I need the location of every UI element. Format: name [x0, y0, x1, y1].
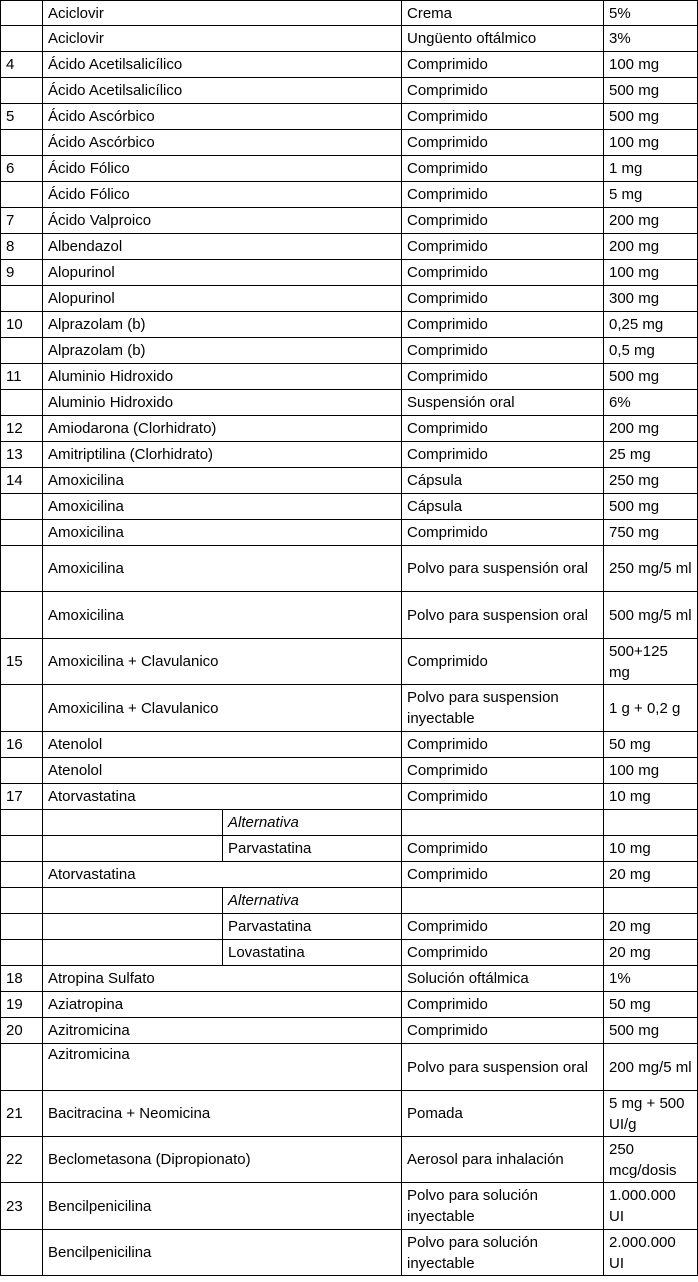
concentration: 10 mg: [604, 784, 698, 810]
item-number: [1, 546, 43, 592]
dosage-form: Suspensión oral: [402, 390, 604, 416]
drug-name: Ácido Acetilsalicílico: [43, 78, 402, 104]
drug-name: Atorvastatina: [43, 862, 402, 888]
drug-name: [43, 914, 223, 940]
dosage-form: Ungüento oftálmico: [402, 26, 604, 52]
concentration: 500 mg: [604, 78, 698, 104]
concentration: [604, 810, 698, 836]
table-row: [1, 639, 698, 685]
item-number: [1, 26, 43, 52]
concentration: 1 mg: [604, 156, 698, 182]
dosage-form: [402, 810, 604, 836]
item-number: [1, 390, 43, 416]
table-row: [1, 26, 698, 52]
item-number: [1, 78, 43, 104]
concentration: 250 mcg/dosis: [604, 1137, 698, 1183]
drug-name: Bencilpenicilina: [43, 1183, 402, 1230]
concentration: 300 mg: [604, 286, 698, 312]
item-number: [1, 914, 43, 940]
table-row: [1, 862, 698, 888]
item-number: 12: [1, 416, 43, 442]
table-row: [1, 966, 698, 992]
table-row: [1, 312, 698, 338]
item-number: 5: [1, 104, 43, 130]
drug-name: Alopurinol: [43, 286, 402, 312]
dosage-form: Cápsula: [402, 494, 604, 520]
drug-name: Alprazolam (b): [43, 338, 402, 364]
concentration: 250 mg/5 ml: [604, 546, 698, 592]
dosage-form: Aerosol para inhalación: [402, 1137, 604, 1183]
table-row: [1, 1, 698, 26]
item-number: 18: [1, 966, 43, 992]
concentration: 500 mg: [604, 364, 698, 390]
table-row: [1, 338, 698, 364]
dosage-form: Polvo para solución inyectable: [402, 1183, 604, 1230]
table-row: [1, 546, 698, 592]
item-number: 8: [1, 234, 43, 260]
concentration: 5 mg + 500 UI/g: [604, 1091, 698, 1137]
drug-name: Aziatropina: [43, 992, 402, 1018]
dosage-form: Polvo para suspension oral: [402, 592, 604, 639]
table-row: [1, 784, 698, 810]
item-number: 15: [1, 639, 43, 685]
table-row: [1, 914, 698, 940]
concentration: 0,25 mg: [604, 312, 698, 338]
dosage-form: Comprimido: [402, 836, 604, 862]
concentration: 20 mg: [604, 862, 698, 888]
drug-name: Amoxicilina: [43, 592, 402, 639]
item-number: [1, 758, 43, 784]
item-number: 4: [1, 52, 43, 78]
item-number: 19: [1, 992, 43, 1018]
drug-name: Beclometasona (Dipropionato): [43, 1137, 402, 1183]
dosage-form: Comprimido: [402, 260, 604, 286]
concentration: 500 mg: [604, 104, 698, 130]
table-row: [1, 364, 698, 390]
drug-name: Atenolol: [43, 732, 402, 758]
concentration: 200 mg: [604, 208, 698, 234]
table-row: [1, 836, 698, 862]
concentration: 1.000.000 UI: [604, 1183, 698, 1230]
dosage-form: Solución oftálmica: [402, 966, 604, 992]
dosage-form: Comprimido: [402, 914, 604, 940]
dosage-form: Comprimido: [402, 758, 604, 784]
drug-name: Amoxicilina: [43, 468, 402, 494]
dosage-form: Comprimido: [402, 862, 604, 888]
item-number: [1, 940, 43, 966]
drug-name: [43, 888, 223, 914]
drug-name: Aluminio Hidroxido: [43, 364, 402, 390]
drug-name: Atorvastatina: [43, 784, 402, 810]
table-row: [1, 286, 698, 312]
dosage-form: Comprimido: [402, 286, 604, 312]
alternative-drug: Parvastatina: [223, 914, 402, 940]
dosage-form: Comprimido: [402, 364, 604, 390]
item-number: [1, 338, 43, 364]
table-row: [1, 1183, 698, 1230]
table-row: [1, 104, 698, 130]
table-row: [1, 234, 698, 260]
dosage-form: Comprimido: [402, 442, 604, 468]
concentration: 6%: [604, 390, 698, 416]
table-row: [1, 888, 698, 914]
dosage-form: Comprimido: [402, 234, 604, 260]
drug-name: Ácido Fólico: [43, 182, 402, 208]
item-number: [1, 888, 43, 914]
concentration: [604, 888, 698, 914]
concentration: 500 mg: [604, 494, 698, 520]
drug-name: Amoxicilina: [43, 520, 402, 546]
item-number: [1, 1044, 43, 1091]
concentration: 20 mg: [604, 914, 698, 940]
dosage-form: Comprimido: [402, 182, 604, 208]
drug-name: Ácido Valproico: [43, 208, 402, 234]
item-number: [1, 685, 43, 732]
table-row: [1, 685, 698, 732]
drug-name: Amoxicilina: [43, 546, 402, 592]
drug-name: Atenolol: [43, 758, 402, 784]
concentration: 200 mg: [604, 416, 698, 442]
table-row: [1, 1044, 698, 1091]
drug-name: [43, 940, 223, 966]
dosage-form: Pomada: [402, 1091, 604, 1137]
item-number: 14: [1, 468, 43, 494]
item-number: [1, 130, 43, 156]
concentration: 5%: [604, 1, 698, 26]
dosage-form: Comprimido: [402, 338, 604, 364]
dosage-form: Comprimido: [402, 992, 604, 1018]
item-number: 22: [1, 1137, 43, 1183]
item-number: [1, 494, 43, 520]
item-number: [1, 862, 43, 888]
concentration: 100 mg: [604, 758, 698, 784]
item-number: 13: [1, 442, 43, 468]
table-row: [1, 390, 698, 416]
dosage-form: Comprimido: [402, 416, 604, 442]
dosage-form: Comprimido: [402, 208, 604, 234]
concentration: 250 mg: [604, 468, 698, 494]
table-row: [1, 520, 698, 546]
concentration: 3%: [604, 26, 698, 52]
table-row: [1, 78, 698, 104]
dosage-form: Polvo para suspension oral: [402, 1044, 604, 1091]
concentration: 0,5 mg: [604, 338, 698, 364]
table-row: [1, 494, 698, 520]
concentration: 100 mg: [604, 260, 698, 286]
drug-name: Azitromicina: [43, 1044, 402, 1091]
concentration: 200 mg/5 ml: [604, 1044, 698, 1091]
dosage-form: Polvo para suspensión oral: [402, 546, 604, 592]
drug-name: Albendazol: [43, 234, 402, 260]
item-number: [1, 520, 43, 546]
drug-name: Alopurinol: [43, 260, 402, 286]
item-number: 7: [1, 208, 43, 234]
alternative-label: Alternativa: [223, 888, 402, 914]
alternative-drug: Lovastatina: [223, 940, 402, 966]
drug-name: Azitromicina: [43, 1018, 402, 1044]
drug-name: Atropina Sulfato: [43, 966, 402, 992]
table-row: [1, 732, 698, 758]
table-row: [1, 1091, 698, 1137]
drug-name: [43, 810, 223, 836]
table-row: [1, 810, 698, 836]
concentration: 750 mg: [604, 520, 698, 546]
item-number: [1, 182, 43, 208]
table-row: [1, 1137, 698, 1183]
table-row: [1, 940, 698, 966]
table-row: [1, 1230, 698, 1276]
table-row: [1, 758, 698, 784]
drug-name: Amoxicilina + Clavulanico: [43, 685, 402, 732]
table-row: [1, 1018, 698, 1044]
table-row: [1, 992, 698, 1018]
item-number: 6: [1, 156, 43, 182]
drug-name: Amoxicilina: [43, 494, 402, 520]
drug-name: Alprazolam (b): [43, 312, 402, 338]
item-number: 11: [1, 364, 43, 390]
table-row: [1, 442, 698, 468]
concentration: 5 mg: [604, 182, 698, 208]
drug-name: Aluminio Hidroxido: [43, 390, 402, 416]
drug-name: Aciclovir: [43, 1, 402, 26]
table-row: [1, 592, 698, 639]
table-row: [1, 468, 698, 494]
dosage-form: Comprimido: [402, 156, 604, 182]
item-number: [1, 1, 43, 26]
concentration: 20 mg: [604, 940, 698, 966]
dosage-form: Comprimido: [402, 104, 604, 130]
drug-name: Ácido Ascórbico: [43, 104, 402, 130]
drug-name: Ácido Ascórbico: [43, 130, 402, 156]
concentration: 100 mg: [604, 130, 698, 156]
item-number: [1, 1230, 43, 1276]
concentration: 200 mg: [604, 234, 698, 260]
alternative-label: Alternativa: [223, 810, 402, 836]
dosage-form: Comprimido: [402, 1018, 604, 1044]
drug-name: [43, 836, 223, 862]
table-row: [1, 52, 698, 78]
item-number: 16: [1, 732, 43, 758]
dosage-form: Comprimido: [402, 639, 604, 685]
drug-name: Aciclovir: [43, 26, 402, 52]
dosage-form: Polvo para solución inyectable: [402, 1230, 604, 1276]
item-number: 21: [1, 1091, 43, 1137]
dosage-form: Comprimido: [402, 312, 604, 338]
dosage-form: Comprimido: [402, 52, 604, 78]
dosage-form: Comprimido: [402, 940, 604, 966]
concentration: 1 g + 0,2 g: [604, 685, 698, 732]
item-number: [1, 592, 43, 639]
concentration: 2.000.000 UI: [604, 1230, 698, 1276]
concentration: 50 mg: [604, 992, 698, 1018]
concentration: 500 mg/5 ml: [604, 592, 698, 639]
concentration: 500+125 mg: [604, 639, 698, 685]
table-row: [1, 416, 698, 442]
dosage-form: [402, 888, 604, 914]
alternative-drug: Parvastatina: [223, 836, 402, 862]
table-row: [1, 156, 698, 182]
table-row: [1, 182, 698, 208]
concentration: 10 mg: [604, 836, 698, 862]
dosage-form: Comprimido: [402, 130, 604, 156]
dosage-form: Comprimido: [402, 520, 604, 546]
item-number: 10: [1, 312, 43, 338]
dosage-form: Crema: [402, 1, 604, 26]
concentration: 500 mg: [604, 1018, 698, 1044]
dosage-form: Cápsula: [402, 468, 604, 494]
drug-name: Ácido Acetilsalicílico: [43, 52, 402, 78]
table-row: [1, 208, 698, 234]
concentration: 100 mg: [604, 52, 698, 78]
item-number: 23: [1, 1183, 43, 1230]
dosage-form: Comprimido: [402, 784, 604, 810]
item-number: [1, 836, 43, 862]
drug-name: Ácido Fólico: [43, 156, 402, 182]
concentration: 1%: [604, 966, 698, 992]
dosage-form: Comprimido: [402, 732, 604, 758]
drug-name: Amitriptilina (Clorhidrato): [43, 442, 402, 468]
item-number: 17: [1, 784, 43, 810]
concentration: 25 mg: [604, 442, 698, 468]
table-row: [1, 130, 698, 156]
dosage-form: Comprimido: [402, 78, 604, 104]
table-row: [1, 260, 698, 286]
drug-name: Amiodarona (Clorhidrato): [43, 416, 402, 442]
dosage-form: Polvo para suspension inyectable: [402, 685, 604, 732]
item-number: [1, 286, 43, 312]
item-number: [1, 810, 43, 836]
item-number: 9: [1, 260, 43, 286]
drug-name: Bacitracina + Neomicina: [43, 1091, 402, 1137]
drug-name: Bencilpenicilina: [43, 1230, 402, 1276]
drug-name: Amoxicilina + Clavulanico: [43, 639, 402, 685]
concentration: 50 mg: [604, 732, 698, 758]
item-number: 20: [1, 1018, 43, 1044]
